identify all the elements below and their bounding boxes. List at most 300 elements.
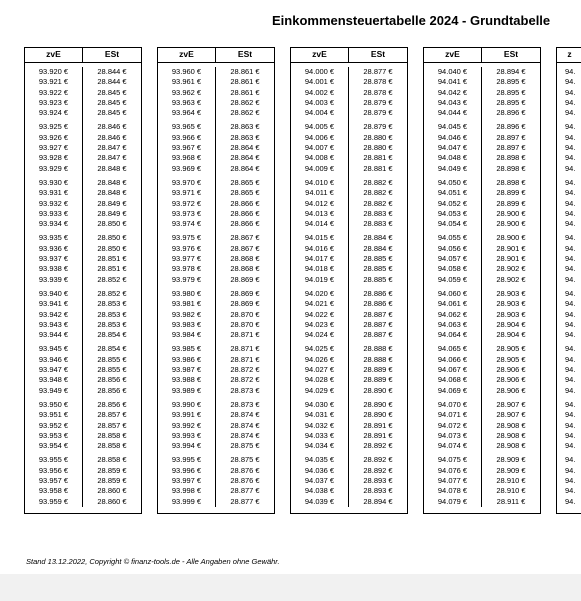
table-row bbox=[424, 410, 481, 420]
est-cell: 28.852 € bbox=[97, 288, 127, 298]
table-row bbox=[349, 67, 407, 77]
page-title: Einkommensteuertabelle 2024 - Grundtabelle bbox=[272, 13, 551, 28]
table-row bbox=[349, 153, 407, 163]
zve-cell: 94.003 € bbox=[304, 97, 335, 107]
table-row bbox=[424, 98, 481, 108]
table-row bbox=[158, 441, 215, 451]
zve-cell: 93.996 € bbox=[171, 465, 202, 475]
zve-cell: 94.075 € bbox=[437, 455, 468, 465]
table-row bbox=[216, 108, 274, 118]
table-row bbox=[349, 344, 407, 354]
header-est: ESt bbox=[104, 49, 120, 59]
zve-cell: 94. bbox=[565, 319, 576, 329]
zve-cell: 94.052 € bbox=[437, 198, 468, 208]
est-cell: 28.850 € bbox=[97, 219, 127, 229]
table-row bbox=[158, 178, 215, 188]
table-row bbox=[424, 466, 481, 476]
table-row bbox=[349, 254, 407, 264]
table-row bbox=[291, 455, 348, 465]
est-cell: 28.890 € bbox=[363, 385, 393, 395]
table-row bbox=[482, 77, 540, 87]
table-row bbox=[482, 365, 540, 375]
zve-cell: 93.985 € bbox=[171, 344, 202, 354]
est-cell: 28.862 € bbox=[230, 97, 260, 107]
table-row bbox=[25, 441, 82, 451]
zve-cell: 94. bbox=[565, 132, 576, 142]
table-row bbox=[83, 320, 141, 330]
table-row bbox=[482, 164, 540, 174]
table-row bbox=[216, 455, 274, 465]
table-row bbox=[482, 330, 540, 340]
table-row bbox=[216, 365, 274, 375]
est-cell: 28.856 € bbox=[97, 385, 127, 395]
table-row bbox=[349, 122, 407, 132]
zve-cell: 93.979 € bbox=[171, 274, 202, 284]
est-cell: 28.851 € bbox=[97, 264, 127, 274]
table-row bbox=[25, 67, 82, 77]
table-row bbox=[83, 108, 141, 118]
table-row bbox=[557, 355, 581, 365]
table-row bbox=[424, 88, 481, 98]
table-row bbox=[25, 209, 82, 219]
est-cell: 28.892 € bbox=[363, 441, 393, 451]
est-cell: 28.890 € bbox=[363, 399, 393, 409]
table-row bbox=[291, 476, 348, 486]
zve-cell: 94.068 € bbox=[437, 375, 468, 385]
est-cell: 28.860 € bbox=[97, 496, 127, 506]
table-row bbox=[349, 330, 407, 340]
table-row bbox=[482, 244, 540, 254]
est-cell: 28.910 € bbox=[496, 486, 526, 496]
table-row bbox=[83, 178, 141, 188]
table-row bbox=[83, 254, 141, 264]
table-row bbox=[291, 122, 348, 132]
table-row bbox=[482, 320, 540, 330]
est-cell: 28.893 € bbox=[363, 475, 393, 485]
table-row bbox=[25, 244, 82, 254]
zve-cell: 93.928 € bbox=[38, 153, 69, 163]
est-cell: 28.859 € bbox=[97, 475, 127, 485]
est-cell: 28.878 € bbox=[363, 87, 393, 97]
est-cell: 28.898 € bbox=[496, 163, 526, 173]
est-cell: 28.885 € bbox=[363, 264, 393, 274]
table-row bbox=[158, 330, 215, 340]
zve-cell: 94.005 € bbox=[304, 122, 335, 132]
est-cell: 28.865 € bbox=[230, 177, 260, 187]
table-row bbox=[557, 98, 581, 108]
table-row bbox=[482, 466, 540, 476]
est-cell: 28.891 € bbox=[363, 420, 393, 430]
table-row bbox=[25, 466, 82, 476]
table-row bbox=[557, 122, 581, 132]
table-row bbox=[557, 386, 581, 396]
zve-cell: 94. bbox=[565, 254, 576, 264]
est-cell: 28.880 € bbox=[363, 132, 393, 142]
table-row bbox=[216, 431, 274, 441]
est-cell: 28.878 € bbox=[363, 77, 393, 87]
table-row bbox=[557, 133, 581, 143]
zve-column bbox=[158, 67, 216, 507]
table-row bbox=[557, 143, 581, 153]
table-row bbox=[482, 88, 540, 98]
table-row bbox=[482, 310, 540, 320]
table-row bbox=[482, 153, 540, 163]
est-cell: 28.900 € bbox=[496, 233, 526, 243]
zve-cell: 94.043 € bbox=[437, 97, 468, 107]
table-row bbox=[424, 441, 481, 451]
table-row bbox=[349, 431, 407, 441]
table-row bbox=[83, 188, 141, 198]
est-cell: 28.884 € bbox=[363, 233, 393, 243]
est-cell: 28.868 € bbox=[230, 264, 260, 274]
est-cell: 28.847 € bbox=[97, 143, 127, 153]
table-row bbox=[83, 466, 141, 476]
est-cell: 28.868 € bbox=[230, 254, 260, 264]
zve-cell: 93.994 € bbox=[171, 441, 202, 451]
est-cell: 28.876 € bbox=[230, 465, 260, 475]
zve-cell: 93.982 € bbox=[171, 309, 202, 319]
table-row bbox=[83, 400, 141, 410]
zve-cell: 94.009 € bbox=[304, 163, 335, 173]
table-row bbox=[349, 299, 407, 309]
header-est: ESt bbox=[503, 49, 519, 59]
table-row bbox=[158, 88, 215, 98]
table-row bbox=[557, 330, 581, 340]
table-row bbox=[349, 275, 407, 285]
table-row bbox=[25, 164, 82, 174]
table-row bbox=[83, 77, 141, 87]
zve-cell: 94.023 € bbox=[304, 319, 335, 329]
table-row bbox=[158, 77, 215, 87]
est-cell: 28.850 € bbox=[97, 243, 127, 253]
est-cell: 28.846 € bbox=[97, 132, 127, 142]
table-row bbox=[482, 219, 540, 229]
zve-cell: 94.018 € bbox=[304, 264, 335, 274]
zve-cell: 94.056 € bbox=[437, 243, 468, 253]
zve-cell: 94. bbox=[565, 441, 576, 451]
zve-cell: 94.046 € bbox=[437, 132, 468, 142]
table-row bbox=[216, 188, 274, 198]
table-row bbox=[158, 421, 215, 431]
est-cell: 28.893 € bbox=[363, 486, 393, 496]
est-cell: 28.857 € bbox=[97, 410, 127, 420]
est-cell: 28.865 € bbox=[230, 188, 260, 198]
table-row bbox=[158, 188, 215, 198]
table-row bbox=[83, 209, 141, 219]
table-row bbox=[349, 188, 407, 198]
zve-cell: 94.062 € bbox=[437, 309, 468, 319]
table-row bbox=[349, 98, 407, 108]
table-row bbox=[424, 133, 481, 143]
zve-cell: 94.050 € bbox=[437, 177, 468, 187]
table-row bbox=[291, 133, 348, 143]
table-row bbox=[216, 143, 274, 153]
table-row bbox=[291, 421, 348, 431]
zve-cell: 93.957 € bbox=[38, 475, 69, 485]
table-row bbox=[216, 330, 274, 340]
est-cell: 28.874 € bbox=[230, 420, 260, 430]
table-row bbox=[482, 122, 540, 132]
table-row bbox=[424, 77, 481, 87]
table-row bbox=[349, 365, 407, 375]
table-row bbox=[158, 209, 215, 219]
table-row bbox=[424, 421, 481, 431]
table-row bbox=[216, 199, 274, 209]
zve-cell: 94.000 € bbox=[304, 67, 335, 76]
table-row bbox=[83, 133, 141, 143]
zve-cell: 94.013 € bbox=[304, 208, 335, 218]
est-cell: 28.845 € bbox=[97, 87, 127, 97]
header-zve: zvE bbox=[424, 48, 482, 62]
zve-cell: 94.076 € bbox=[437, 465, 468, 475]
table-row bbox=[158, 122, 215, 132]
table-row bbox=[482, 108, 540, 118]
est-cell: 28.902 € bbox=[496, 274, 526, 284]
table-row bbox=[482, 497, 540, 507]
est-cell: 28.907 € bbox=[496, 399, 526, 409]
tax-table-3 bbox=[290, 47, 408, 514]
est-cell: 28.854 € bbox=[97, 344, 127, 354]
est-cell: 28.879 € bbox=[363, 122, 393, 132]
table-row bbox=[349, 375, 407, 385]
table-row bbox=[557, 476, 581, 486]
table-row bbox=[291, 143, 348, 153]
zve-cell: 94.015 € bbox=[304, 233, 335, 243]
table-row bbox=[291, 355, 348, 365]
table-row bbox=[349, 264, 407, 274]
zve-cell: 94. bbox=[565, 475, 576, 485]
table-row bbox=[482, 209, 540, 219]
table-row bbox=[83, 476, 141, 486]
zve-cell: 94.063 € bbox=[437, 319, 468, 329]
zve-cell: 93.983 € bbox=[171, 319, 202, 329]
table-row bbox=[424, 164, 481, 174]
est-cell: 28.863 € bbox=[230, 132, 260, 142]
zve-cell: 94.079 € bbox=[437, 496, 468, 506]
table-row bbox=[83, 455, 141, 465]
table-row bbox=[216, 178, 274, 188]
table-row bbox=[158, 143, 215, 153]
table-row bbox=[216, 421, 274, 431]
table-row bbox=[424, 320, 481, 330]
zve-cell: 94.057 € bbox=[437, 254, 468, 264]
table-row bbox=[557, 400, 581, 410]
table-row bbox=[158, 264, 215, 274]
table-row bbox=[349, 355, 407, 365]
table-row bbox=[349, 133, 407, 143]
zve-cell: 93.930 € bbox=[38, 177, 69, 187]
zve-cell: 94.026 € bbox=[304, 354, 335, 364]
table-row bbox=[83, 98, 141, 108]
table-row bbox=[291, 275, 348, 285]
table-row bbox=[25, 143, 82, 153]
table-row bbox=[158, 386, 215, 396]
zve-cell: 94.030 € bbox=[304, 399, 335, 409]
est-cell: 28.855 € bbox=[97, 354, 127, 364]
table-row bbox=[291, 330, 348, 340]
table-row bbox=[291, 153, 348, 163]
table-row bbox=[557, 365, 581, 375]
est-cell: 28.869 € bbox=[230, 288, 260, 298]
table-row bbox=[349, 455, 407, 465]
est-cell: 28.908 € bbox=[496, 430, 526, 440]
table-row bbox=[158, 466, 215, 476]
table-row bbox=[424, 375, 481, 385]
est-cell: 28.872 € bbox=[230, 375, 260, 385]
table-row bbox=[83, 88, 141, 98]
table-row bbox=[25, 310, 82, 320]
table-row bbox=[482, 400, 540, 410]
est-cell: 28.863 € bbox=[230, 122, 260, 132]
zve-cell: 93.929 € bbox=[38, 163, 69, 173]
copyright-footer: Stand 13.12.2022, Copyright © finanz-tools.de - Alle Angaben ohne Gewähr. bbox=[26, 557, 280, 566]
table-row bbox=[424, 209, 481, 219]
table-row bbox=[291, 244, 348, 254]
table-row bbox=[216, 441, 274, 451]
table-row bbox=[482, 486, 540, 496]
est-cell: 28.886 € bbox=[363, 288, 393, 298]
zve-cell: 94.077 € bbox=[437, 475, 468, 485]
est-cell: 28.904 € bbox=[496, 319, 526, 329]
zve-cell: 94. bbox=[565, 77, 576, 87]
table-row bbox=[557, 153, 581, 163]
est-cell: 28.904 € bbox=[496, 330, 526, 340]
est-column bbox=[83, 67, 141, 507]
est-cell: 28.905 € bbox=[496, 344, 526, 354]
zve-cell: 93.942 € bbox=[38, 309, 69, 319]
zve-cell: 93.998 € bbox=[171, 486, 202, 496]
zve-cell: 94.072 € bbox=[437, 420, 468, 430]
table-row bbox=[557, 486, 581, 496]
zve-cell: 94. bbox=[565, 177, 576, 187]
table-row bbox=[557, 178, 581, 188]
table-row bbox=[482, 421, 540, 431]
est-cell: 28.892 € bbox=[363, 455, 393, 465]
table-row bbox=[291, 209, 348, 219]
zve-cell: 93.939 € bbox=[38, 274, 69, 284]
zve-cell: 94. bbox=[565, 233, 576, 243]
table-row bbox=[216, 310, 274, 320]
table-row bbox=[83, 233, 141, 243]
zve-column bbox=[424, 67, 482, 507]
table-row bbox=[349, 209, 407, 219]
table-row bbox=[25, 108, 82, 118]
zve-cell: 94.059 € bbox=[437, 274, 468, 284]
zve-cell: 93.943 € bbox=[38, 319, 69, 329]
zve-cell: 93.987 € bbox=[171, 365, 202, 375]
table-row bbox=[158, 344, 215, 354]
zve-cell: 93.991 € bbox=[171, 410, 202, 420]
table-row bbox=[25, 153, 82, 163]
est-cell: 28.874 € bbox=[230, 410, 260, 420]
zve-cell: 94.021 € bbox=[304, 299, 335, 309]
est-cell: 28.845 € bbox=[97, 97, 127, 107]
table-row bbox=[158, 431, 215, 441]
zve-cell: 94.016 € bbox=[304, 243, 335, 253]
table-row bbox=[557, 441, 581, 451]
est-cell: 28.851 € bbox=[97, 254, 127, 264]
zve-cell: 94. bbox=[565, 188, 576, 198]
table-row bbox=[216, 67, 274, 77]
zve-cell: 94. bbox=[565, 465, 576, 475]
zve-cell: 94. bbox=[565, 143, 576, 153]
zve-cell: 93.976 € bbox=[171, 243, 202, 253]
table-row bbox=[482, 289, 540, 299]
zve-cell: 94. bbox=[565, 496, 576, 506]
table-row bbox=[216, 98, 274, 108]
zve-cell: 94.022 € bbox=[304, 309, 335, 319]
table-row bbox=[482, 455, 540, 465]
zve-cell: 93.999 € bbox=[171, 496, 202, 506]
zve-cell: 94. bbox=[565, 330, 576, 340]
table-row bbox=[83, 421, 141, 431]
zve-cell: 93.923 € bbox=[38, 97, 69, 107]
table-row bbox=[216, 410, 274, 420]
table-row bbox=[482, 67, 540, 77]
zve-cell: 94.055 € bbox=[437, 233, 468, 243]
table-row bbox=[291, 108, 348, 118]
zve-cell: 93.937 € bbox=[38, 254, 69, 264]
zve-cell: 93.993 € bbox=[171, 430, 202, 440]
zve-cell: 94.045 € bbox=[437, 122, 468, 132]
zve-cell: 93.972 € bbox=[171, 198, 202, 208]
est-cell: 28.869 € bbox=[230, 299, 260, 309]
est-cell: 28.870 € bbox=[230, 309, 260, 319]
table-row bbox=[158, 355, 215, 365]
zve-cell: 93.945 € bbox=[38, 344, 69, 354]
zve-cell: 94.036 € bbox=[304, 465, 335, 475]
table-row bbox=[158, 275, 215, 285]
table-row bbox=[291, 77, 348, 87]
table-row bbox=[482, 410, 540, 420]
est-cell: 28.906 € bbox=[496, 365, 526, 375]
zve-cell: 93.963 € bbox=[171, 97, 202, 107]
zve-cell: 93.922 € bbox=[38, 87, 69, 97]
zve-cell: 94.007 € bbox=[304, 143, 335, 153]
table-row bbox=[25, 233, 82, 243]
table-row bbox=[291, 233, 348, 243]
table-row bbox=[83, 219, 141, 229]
table-row bbox=[158, 455, 215, 465]
zve-cell: 94. bbox=[565, 87, 576, 97]
table-row bbox=[482, 299, 540, 309]
est-cell: 28.905 € bbox=[496, 354, 526, 364]
table-row bbox=[424, 310, 481, 320]
zve-cell: 93.997 € bbox=[171, 475, 202, 485]
table-row bbox=[557, 264, 581, 274]
table-row bbox=[349, 164, 407, 174]
est-cell: 28.875 € bbox=[230, 455, 260, 465]
est-cell: 28.883 € bbox=[363, 219, 393, 229]
est-cell: 28.845 € bbox=[97, 108, 127, 118]
table-row bbox=[83, 441, 141, 451]
table-row bbox=[482, 476, 540, 486]
header-zve: zvE bbox=[25, 48, 83, 62]
table-row bbox=[291, 344, 348, 354]
zve-cell: 93.920 € bbox=[38, 67, 69, 76]
table-row bbox=[557, 67, 581, 77]
est-cell: 28.872 € bbox=[230, 365, 260, 375]
est-column bbox=[482, 67, 540, 507]
zve-cell: 94.041 € bbox=[437, 77, 468, 87]
est-cell: 28.877 € bbox=[230, 496, 260, 506]
zve-cell: 93.947 € bbox=[38, 365, 69, 375]
table-row bbox=[158, 244, 215, 254]
zve-cell: 94. bbox=[565, 163, 576, 173]
est-cell: 28.906 € bbox=[496, 385, 526, 395]
est-cell: 28.901 € bbox=[496, 243, 526, 253]
table-row bbox=[216, 375, 274, 385]
